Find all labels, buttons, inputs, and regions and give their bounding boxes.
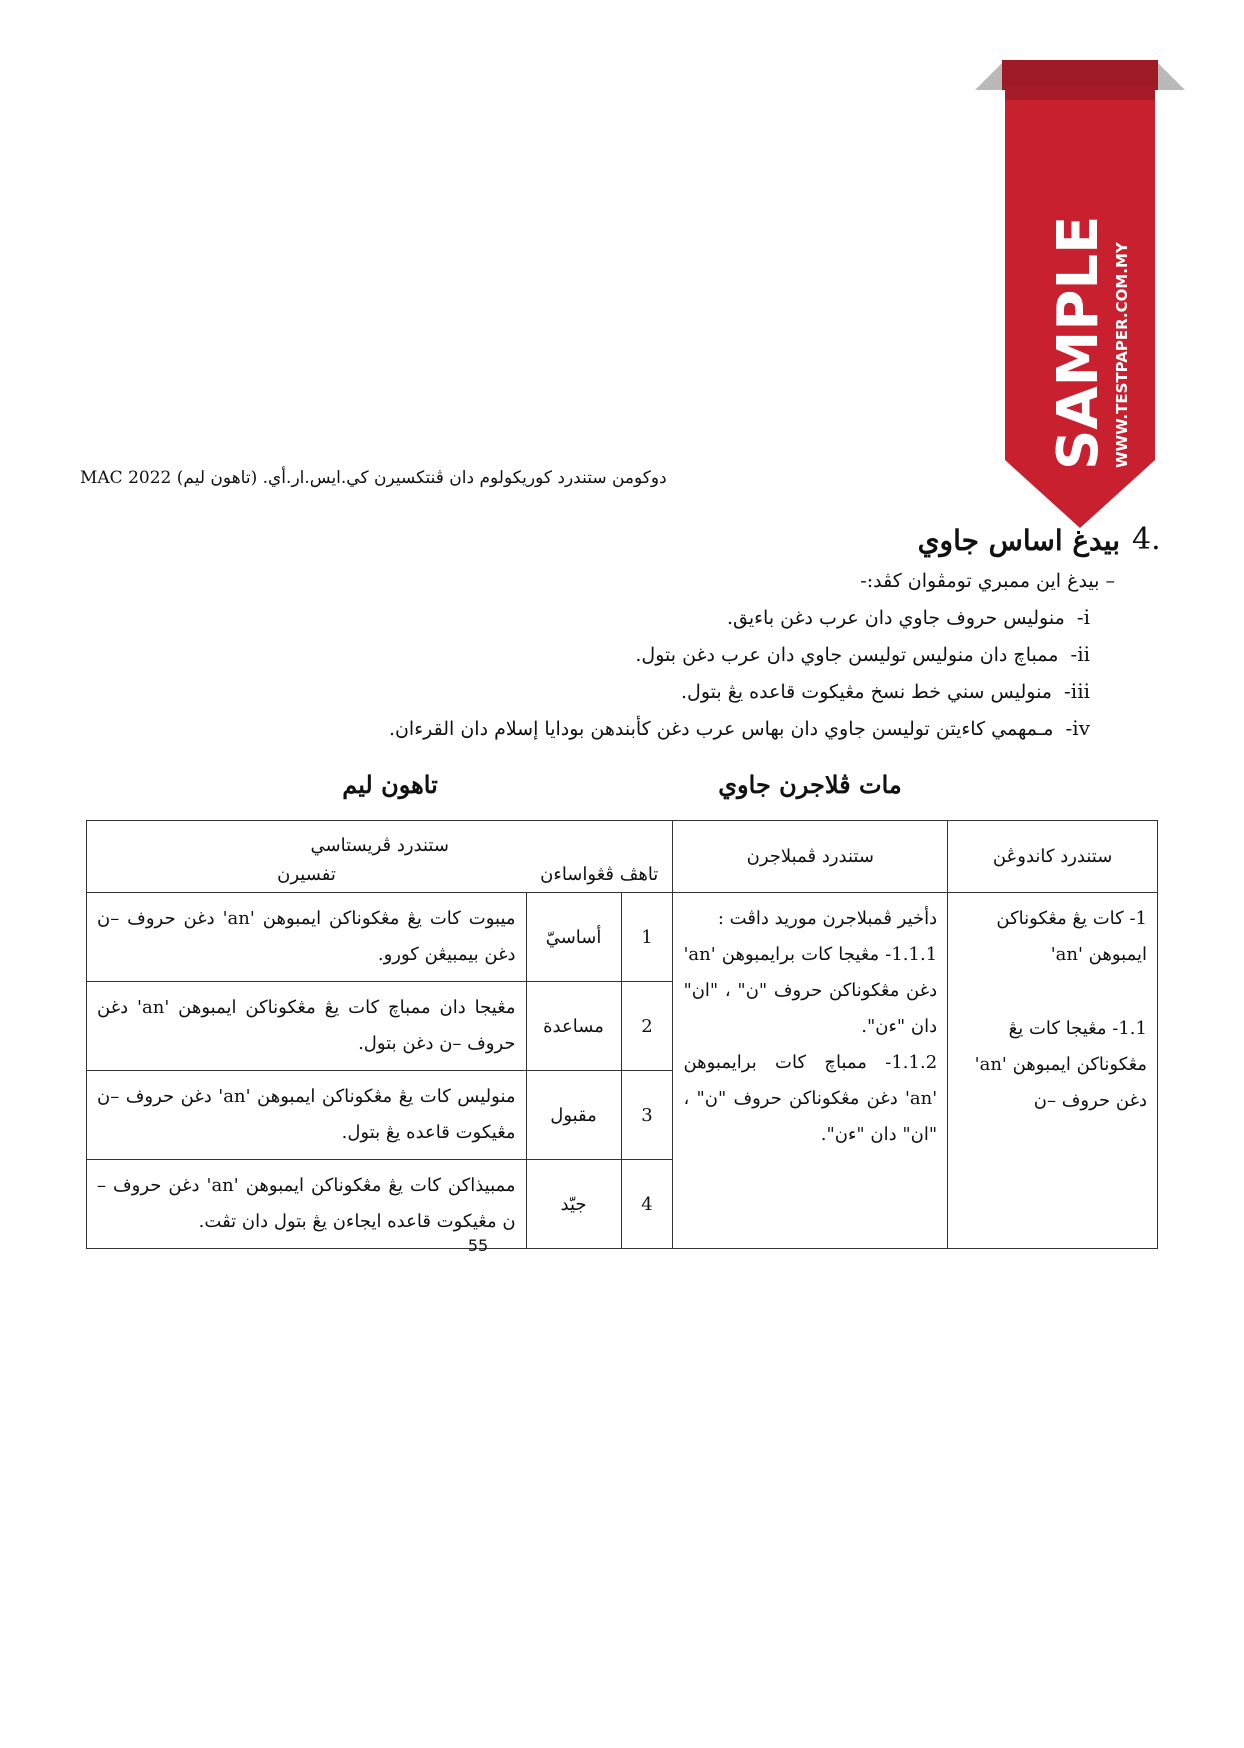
section-intro: – بيدغ اين ممبري تومڤوان كڤد:- bbox=[860, 570, 1115, 592]
objective-text: ممباچ دان منوليس توليسن جاوي دان عرب دغن بتول. bbox=[635, 644, 1059, 666]
ribbon-fold-right bbox=[1155, 60, 1185, 90]
ribbon-shade bbox=[1005, 86, 1155, 100]
learning-standard-cell bbox=[673, 893, 948, 1249]
ribbon-fold-left bbox=[975, 60, 1005, 90]
roman-numeral: ii- bbox=[1070, 642, 1090, 666]
standards-table bbox=[86, 820, 1158, 1249]
interpretation-text: مڠيجا دان ممباچ كات يڠ مڠكوناكن ايمبوهن 'an' دغن حروف –ن دغن بتول. bbox=[87, 982, 527, 1071]
list-item bbox=[300, 642, 1090, 679]
content-standard-cell bbox=[948, 893, 1158, 1249]
ribbon-top bbox=[1002, 60, 1158, 90]
sample-ribbon bbox=[975, 60, 1185, 530]
section-number: 4. bbox=[1132, 522, 1161, 557]
level-number: 2 bbox=[621, 982, 673, 1071]
list-item bbox=[300, 605, 1090, 642]
objective-text: منوليس حروف جاوي دان عرب دغن باءيق. bbox=[726, 607, 1065, 629]
interpretation-text: ميبوت كات يڠ مڠكوناكن ايمبوهن 'an' دغن حروف –ن دغن بيمبيڠن كورو. bbox=[87, 893, 527, 982]
level-name: جيّد bbox=[526, 1160, 621, 1249]
level-number: 4 bbox=[621, 1160, 673, 1249]
content-standard-item: 1- كات يڠ مڠكوناكن ايمبوهن 'an' bbox=[996, 908, 1147, 965]
ribbon-website: WWW.TESTPAPER.COM.MY bbox=[1113, 242, 1131, 468]
level-name: مساعدة bbox=[526, 982, 621, 1071]
level-name: أساسيّ bbox=[526, 893, 621, 982]
document-header: دوكومن ستندرد كوريكولوم دان ڤنتكسيرن كي.ايس.ار.أي. (تاهون ليم) MAC 2022 bbox=[80, 468, 667, 488]
subject-title: مات ڤلاجرن جاوي bbox=[718, 770, 902, 799]
ribbon-label: SAMPLE bbox=[1046, 215, 1111, 470]
header-content-standard: ستندرد كاندوڠن bbox=[948, 821, 1158, 893]
interpretation-text: منوليس كات يڠ مڠكوناكن ايمبوهن 'an' دغن حروف –ن مڠيكوت قاعده يڠ بتول. bbox=[87, 1071, 527, 1160]
header-learning-standard: ستندرد ڤمبلاجرن bbox=[673, 821, 948, 893]
content-standard-item: 1.1- مڠيجا كات يڠ مڠكوناكن ايمبوهن 'an' دغن حروف –ن bbox=[974, 1018, 1147, 1111]
roman-numeral: iii- bbox=[1064, 679, 1090, 703]
level-number: 1 bbox=[621, 893, 673, 982]
roman-numeral: i- bbox=[1076, 605, 1090, 629]
year-title: تاهون ليم bbox=[342, 770, 438, 799]
header-performance-standard: ستندرد ڤريستاسي bbox=[87, 821, 673, 857]
roman-numeral: iv- bbox=[1065, 716, 1090, 740]
list-item bbox=[300, 679, 1090, 716]
objective-text: مـمهمي كاءيتن توليسن جاوي دان بهاس عرب دغن كأبندهن بودايا إسلام دان القرءان. bbox=[388, 718, 1054, 740]
page-number: 55 bbox=[467, 1236, 489, 1255]
learning-standard-item: 1.1.2- ممباچ كات برايمبوهن 'an' دغن مڠكوناكن حروف "ن" ، "ان" دان "ءن". bbox=[683, 1052, 938, 1145]
objectives-list bbox=[300, 605, 1090, 753]
learning-standard-item: 1.1.1- مڠيجا كات برايمبوهن 'an' دغن مڠكوناكن حروف "ن" ، "ان" دان "ءن". bbox=[683, 944, 938, 1037]
objective-text: منوليس سني خط نسخ مڠيكوت قاعده يڠ بتول. bbox=[680, 681, 1052, 703]
level-name: مقبول bbox=[526, 1071, 621, 1160]
learning-standard-intro: دأخير ڤمبلاجرن موريد داڤت : bbox=[717, 908, 938, 929]
header-level: تاهڤ ڤڠواساءن bbox=[526, 857, 673, 893]
level-number: 3 bbox=[621, 1071, 673, 1160]
section-title: بيدغ اساس جاوي bbox=[917, 524, 1120, 557]
header-interpretation: تفسيرن bbox=[87, 857, 527, 893]
interpretation-text: ممبيذاكن كات يڠ مڠكوناكن ايمبوهن 'an' دغن حروف –ن مڠيكوت قاعده ايجاءن يڠ بتول دان تڤت. bbox=[87, 1160, 527, 1249]
list-item bbox=[300, 716, 1090, 753]
